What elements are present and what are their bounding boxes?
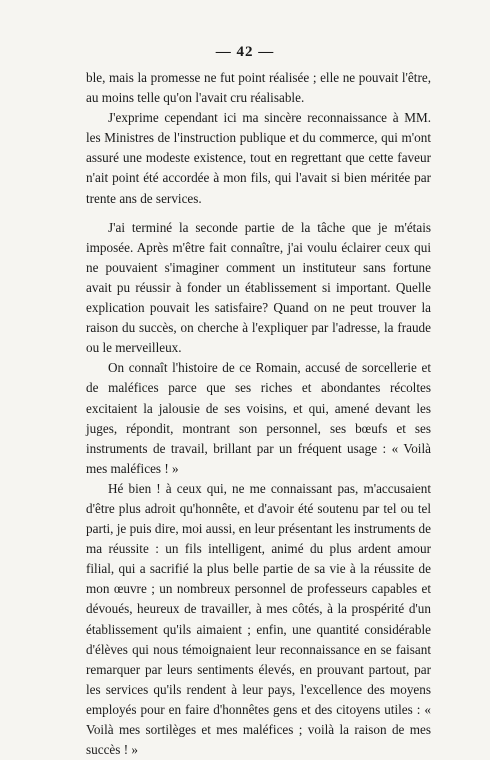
page-number: — 42 —: [215, 44, 275, 60]
paragraph-response: Hé bien ! à ceux qui, ne me connaissant pas, m'accusaient d'être plus adroit qu'honnête, et d'avoir été soutenu par tel ou tel parti, je puis dire, moi aussi, en leur présentant les instruments de ma réussite : un fils intelligent, animé du plus ardent amour filial, qui a sacrifié la plus belle partie de sa vie à la réussite de mon œuvre ; un nombreux personnel de professeurs capables et dévoués, heureux de travailler, à mes côtés, à la prospérité d'un établissement qu'ils aimaient ; enfin, une quantité considérable d'élèves qui nous témoignaient leur reconnaissance en se faisant remarquer par leurs sentiments élevés, en prouvant partout, par les services qu'ils rendent à leur pays, l'excellence des moyens employés pour en faire d'honnêtes gens et des citoyens utiles : « Voilà mes sortilèges et mes maléfices ; voilà la raison de mes succès ! »: [86, 480, 431, 758]
paragraph-continuation: ble, mais la promesse ne fut point réalisée ; elle ne pouvait l'être, au moins telle qu'on l'avait cru réalisable.: [86, 70, 431, 106]
body-text: [86, 68, 431, 760]
paragraph-acknowledgement: J'exprime cependant ici ma sincère reconnaissance à MM. les Ministres de l'instruction publique et du commerce, qui m'ont assuré une modeste existence, tout en regrettant que cette faveur n'ait point été accordée à mon fils, qui l'avait si bien méritée par trente ans de services.: [86, 110, 431, 206]
paragraph-conclusion: J'ai terminé la seconde partie de la tâche que je m'étais imposée. Après m'être fait connaître, j'ai voulu éclairer ceux qui ne pouvaient s'imaginer comment un instituteur sans fortune avait pu réussir à fonder un établissement si important. Quelle explication pouvait les satisfaire? Quand on ne peut trouver la raison du succès, on cherche à l'expliquer par l'adresse, la fraude ou le merveilleux.: [86, 219, 431, 356]
paragraph-roman-anecdote: On connaît l'histoire de ce Romain, accusé de sorcellerie et de maléfices parce que ses riches et abondantes récoltes excitaient la jalousie de ses voisins, et qui, amené devant les juges, répondit, montrant son personnel, ses bœufs et ses instruments de travail, brillant par un fréquent usage : « Voilà mes maléfices ! »: [86, 360, 431, 476]
